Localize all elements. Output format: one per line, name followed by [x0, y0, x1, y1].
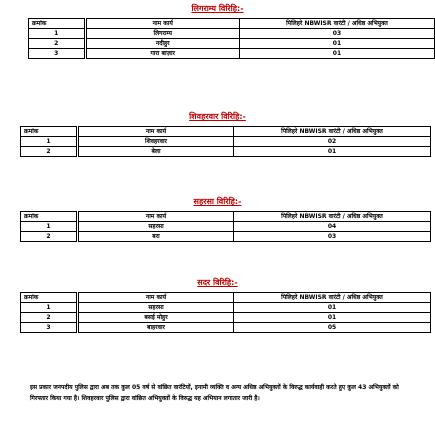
cell-name: नदीहुर	[85, 39, 239, 49]
cell-serial: 3	[21, 323, 78, 333]
table-header-row	[21, 293, 431, 303]
cell-serial: 2	[21, 232, 78, 242]
table-row	[29, 39, 435, 49]
cell-name: बरा	[78, 232, 234, 242]
header-count: पिलिहरे NBWISR वारंटी / अधिष्ठ अभियुक्त	[234, 293, 431, 303]
cell-name: बेला	[78, 147, 234, 157]
header-name: नाम कार्य	[78, 293, 234, 303]
section-table	[20, 211, 431, 242]
section-title: सदर विरिहि:-	[197, 278, 238, 287]
table-row	[21, 313, 431, 323]
cell-name: गारा बाज़ार	[85, 49, 239, 59]
table-row	[21, 232, 431, 242]
cell-serial: 2	[29, 39, 86, 49]
header-serial: क्रमांक	[21, 127, 78, 137]
cell-name: सहरसा	[78, 222, 234, 232]
table-row	[21, 323, 431, 333]
table-row	[21, 137, 431, 147]
header-count: पिलिहरे NBWISR वारंटी / अधिष्ठ अभियुक्त	[234, 212, 431, 222]
section-title: लिगराम्य विरिहि:-	[191, 4, 244, 13]
table-header-row	[21, 212, 431, 222]
cell-serial: 1	[21, 303, 78, 313]
header-serial: क्रमांक	[29, 19, 86, 29]
cell-count: 04	[234, 222, 431, 232]
section-table	[28, 18, 435, 59]
cell-count: 01	[239, 39, 434, 49]
summary-paragraph: इस प्रकार जनपदीय पुलिस द्वारा अब तक कुल 05 वर्ष से वांछित वारंटियों, इनामी व्यक्ति व अन्य अधिष्ठ अभियुक्तों के विरुद्ध कार्यवाही करते हुए कुल 43 अभियुक्तों को गिरफ्तार किया गया है। शिवहरवार पुलिस द्वारा वांछित अभियुक्तों के विरुद्ध यह अभियान लगातार जारी है।	[30, 384, 399, 402]
cell-count: 05	[234, 323, 431, 333]
header-name: नाम कार्य	[85, 19, 239, 29]
cell-serial: 2	[21, 313, 78, 323]
cell-serial: 3	[29, 49, 86, 59]
table-row	[29, 49, 435, 59]
section-table	[20, 126, 431, 157]
section-title: शिवहरवार विरिहि:-	[189, 112, 246, 121]
section-title: सहरसा विरिहि:-	[193, 197, 242, 206]
table-row	[21, 222, 431, 232]
cell-count: 02	[234, 137, 431, 147]
header-serial: क्रमांक	[21, 212, 78, 222]
cell-name: बाहरवार	[78, 323, 234, 333]
table-row	[29, 29, 435, 39]
cell-serial: 1	[21, 137, 78, 147]
table-row	[21, 147, 431, 157]
table-row	[21, 303, 431, 313]
header-serial: क्रमांक	[21, 293, 78, 303]
cell-name: शिवहरवार	[78, 137, 234, 147]
cell-count: 03	[239, 29, 434, 39]
cell-serial: 2	[21, 147, 78, 157]
cell-name: बसई मोहुर	[78, 313, 234, 323]
header-name: नाम कार्य	[78, 212, 234, 222]
cell-count: 01	[239, 49, 434, 59]
header-name: नाम कार्य	[78, 127, 234, 137]
header-count: पिलिहरे NBWISR वारंटी / अधिष्ठ अभियुक्त	[239, 19, 434, 29]
cell-name: सहरसा	[78, 303, 234, 313]
cell-count: 01	[234, 303, 431, 313]
cell-serial: 1	[29, 29, 86, 39]
cell-count: 01	[234, 313, 431, 323]
cell-count: 03	[234, 232, 431, 242]
cell-name: लिगराम्य	[85, 29, 239, 39]
cell-serial: 1	[21, 222, 78, 232]
table-header-row	[29, 19, 435, 29]
cell-count: 01	[234, 147, 431, 157]
section-table	[20, 292, 431, 333]
table-header-row	[21, 127, 431, 137]
header-count: पिलिहरे NBWISR वारंटी / अधिष्ठ अभियुक्त	[234, 127, 431, 137]
